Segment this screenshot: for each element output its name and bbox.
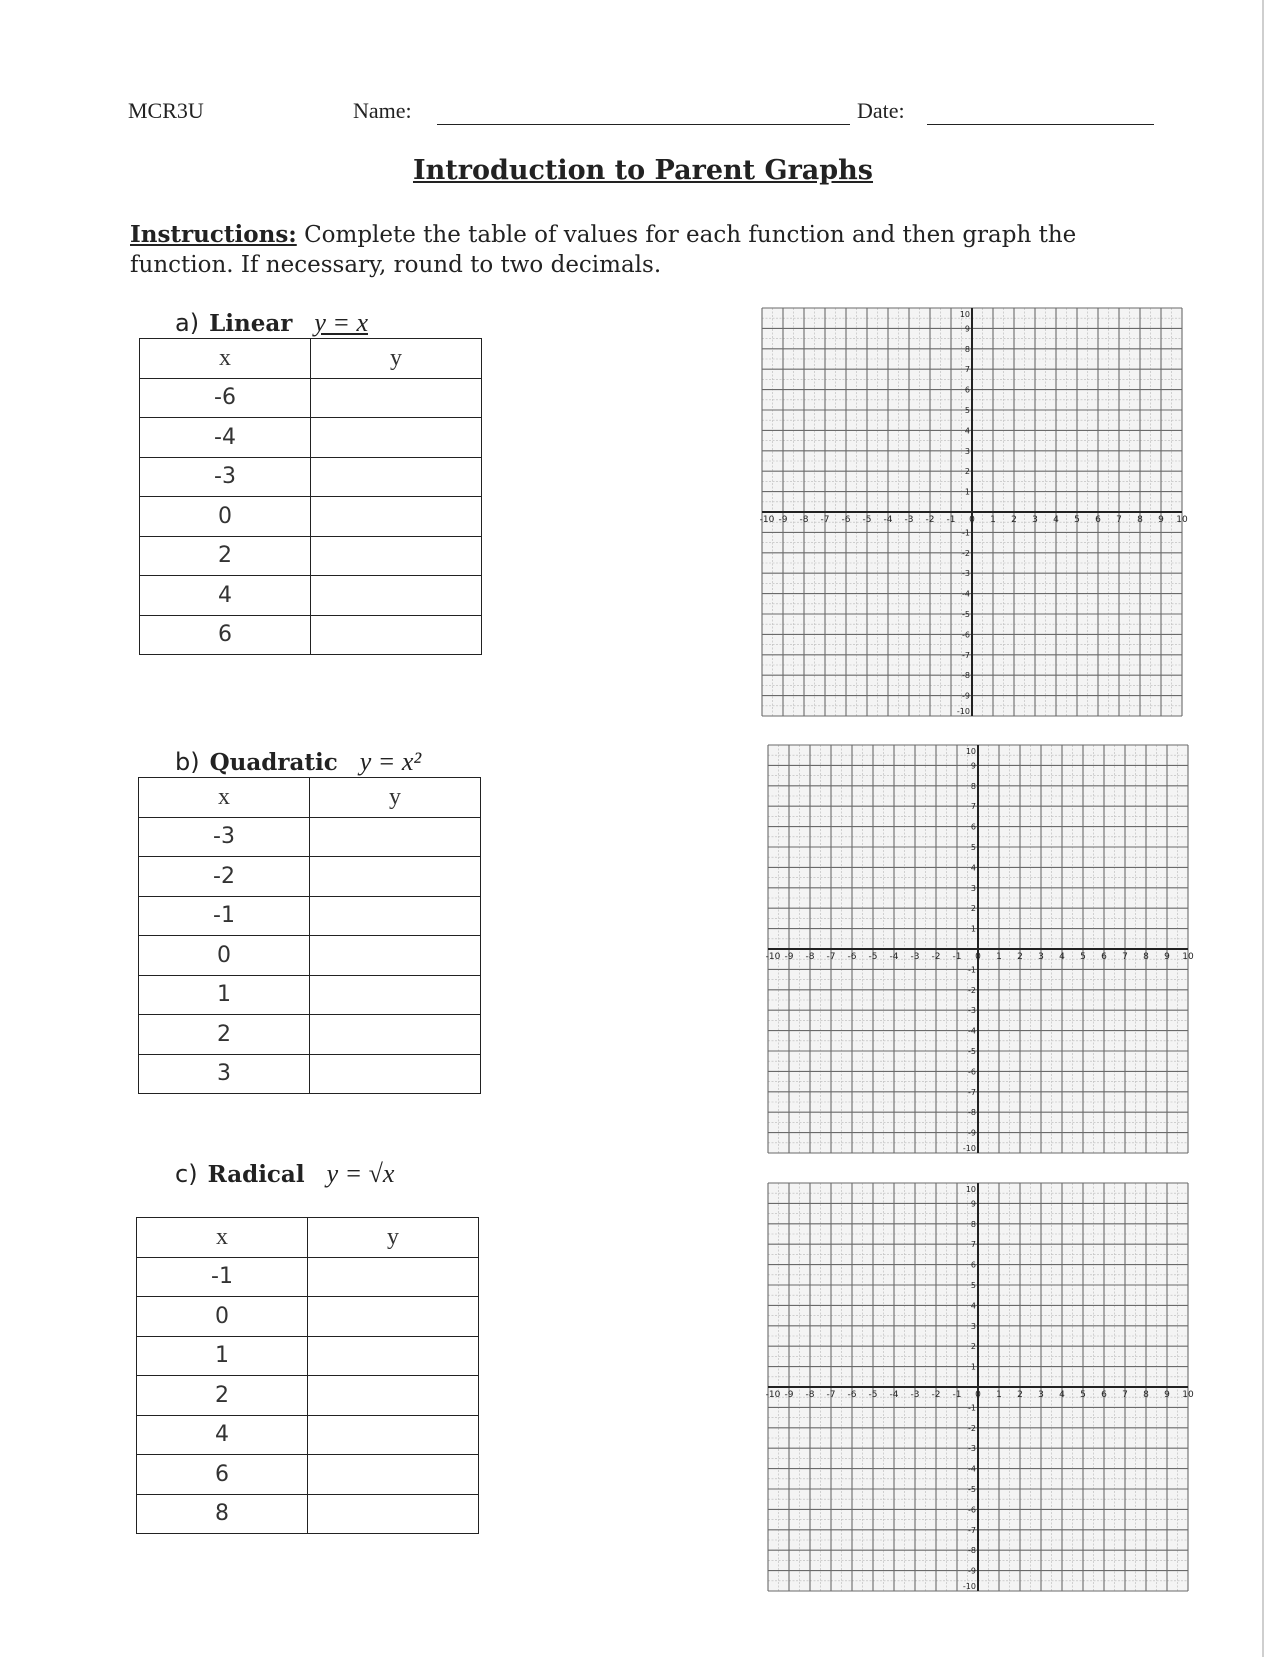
- x-tick-label: 3: [1038, 952, 1044, 962]
- y-input-cell[interactable]: [310, 857, 481, 897]
- x-cell: 1: [137, 1336, 308, 1376]
- section-linear-heading: [175, 308, 368, 338]
- x-tick-label: 10: [1182, 952, 1194, 962]
- x-tick-label: -6: [841, 515, 851, 525]
- x-cell: 2: [139, 1015, 310, 1055]
- x-cell: -1: [139, 896, 310, 936]
- column-header-x: x: [139, 778, 310, 818]
- y-tick-label: 8: [970, 1219, 976, 1229]
- x-tick-label: 6: [1101, 1390, 1107, 1400]
- y-tick-label: -8: [968, 1108, 976, 1118]
- section-name: Quadratic: [209, 749, 338, 776]
- y-tick-label: -9: [962, 691, 970, 701]
- y-tick-label: 10: [965, 1185, 976, 1194]
- x-tick-label: 8: [1137, 515, 1143, 525]
- section-name: Radical: [207, 1161, 305, 1188]
- x-tick-label: 8: [1143, 952, 1149, 962]
- y-tick-label: 7: [970, 802, 976, 812]
- y-tick-label: -2: [968, 985, 976, 995]
- x-tick-label: 6: [1095, 515, 1101, 525]
- x-cell: 0: [137, 1297, 308, 1337]
- x-tick-label: -5: [868, 952, 878, 962]
- y-input-cell[interactable]: [308, 1494, 479, 1534]
- y-input-cell[interactable]: [311, 536, 482, 576]
- date-label: Date:: [857, 98, 905, 123]
- x-cell: 8: [137, 1494, 308, 1534]
- x-tick-label: 0: [969, 515, 975, 525]
- y-input-cell[interactable]: [308, 1336, 479, 1376]
- y-tick-label: 6: [964, 385, 970, 395]
- x-tick-label: 1: [996, 952, 1002, 962]
- linear-table: [139, 338, 482, 655]
- y-input-cell[interactable]: [310, 896, 481, 936]
- x-tick-label: -3: [904, 515, 914, 525]
- column-header-y: y: [310, 778, 481, 818]
- y-tick-label: 7: [964, 365, 970, 375]
- section-tag: c): [175, 1160, 198, 1188]
- x-cell: -3: [140, 457, 311, 497]
- x-tick-label: -9: [778, 515, 788, 525]
- x-tick-label: -7: [820, 515, 830, 525]
- y-input-cell[interactable]: [311, 457, 482, 497]
- y-tick-label: -10: [956, 707, 970, 716]
- y-tick-label: -4: [968, 1026, 976, 1036]
- x-cell: -3: [139, 817, 310, 857]
- x-tick-label: -2: [931, 1390, 941, 1400]
- x-tick-label: 8: [1143, 1390, 1149, 1400]
- x-tick-label: 1: [990, 515, 996, 525]
- x-tick-label: 9: [1164, 952, 1170, 962]
- x-cell: 6: [140, 615, 311, 655]
- y-tick-label: 7: [970, 1240, 976, 1250]
- y-tick-label: 3: [970, 1321, 976, 1331]
- x-cell: -4: [140, 418, 311, 458]
- instructions: [130, 220, 1130, 280]
- x-tick-label: -2: [925, 515, 935, 525]
- y-tick-label: 9: [970, 761, 976, 771]
- date-field[interactable]: [927, 124, 1154, 125]
- x-tick-label: 2: [1011, 515, 1017, 525]
- x-tick-label: 5: [1074, 515, 1080, 525]
- y-tick-label: -7: [968, 1525, 976, 1535]
- y-input-cell[interactable]: [311, 615, 482, 655]
- y-tick-label: 5: [970, 843, 976, 852]
- y-tick-label: 3: [964, 446, 970, 456]
- column-header-x: x: [140, 339, 311, 379]
- x-tick-label: -1: [952, 1390, 962, 1400]
- y-tick-label: -1: [968, 1403, 976, 1413]
- name-field[interactable]: [437, 124, 850, 125]
- y-input-cell[interactable]: [311, 576, 482, 616]
- column-header-x: x: [137, 1218, 308, 1258]
- section-tag: a): [175, 309, 200, 337]
- x-tick-label: -10: [765, 1390, 781, 1400]
- x-tick-label: 3: [1032, 515, 1038, 525]
- y-input-cell[interactable]: [311, 418, 482, 458]
- x-tick-label: 5: [1080, 952, 1086, 962]
- x-tick-label: 9: [1158, 515, 1164, 525]
- x-cell: 4: [137, 1415, 308, 1455]
- instructions-text: Complete the table of values for each function and then graph the function. If necessary, round to two decimals.: [130, 222, 1077, 278]
- x-cell: 1: [139, 975, 310, 1015]
- x-tick-label: 4: [1059, 1390, 1065, 1400]
- x-cell: -2: [139, 857, 310, 897]
- x-tick-label: 7: [1122, 952, 1128, 962]
- x-tick-label: -10: [765, 952, 781, 962]
- linear-graph-grid[interactable]: [759, 308, 1188, 716]
- y-input-cell[interactable]: [311, 497, 482, 537]
- x-tick-label: 9: [1164, 1390, 1170, 1400]
- x-tick-label: -9: [784, 952, 794, 962]
- x-tick-label: -4: [889, 952, 899, 962]
- y-input-cell[interactable]: [308, 1376, 479, 1416]
- x-tick-label: -8: [799, 515, 809, 525]
- x-cell: -1: [137, 1257, 308, 1297]
- y-tick-label: -4: [968, 1464, 976, 1474]
- x-cell: 6: [137, 1455, 308, 1495]
- y-tick-label: -6: [968, 1505, 976, 1515]
- x-tick-label: 3: [1038, 1390, 1044, 1400]
- y-tick-label: -10: [962, 1144, 976, 1153]
- section-function: y = √x: [326, 1159, 395, 1188]
- x-tick-label: -3: [910, 952, 920, 962]
- x-tick-label: -6: [847, 1390, 857, 1400]
- y-tick-label: -6: [968, 1067, 976, 1077]
- y-input-cell[interactable]: [308, 1257, 479, 1297]
- column-header-y: y: [308, 1218, 479, 1258]
- x-tick-label: -6: [847, 952, 857, 962]
- x-tick-label: -7: [826, 1390, 836, 1400]
- y-tick-label: 5: [964, 406, 970, 415]
- y-tick-label: 4: [964, 426, 970, 436]
- y-input-cell[interactable]: [308, 1415, 479, 1455]
- radical-table: [136, 1217, 479, 1534]
- x-tick-label: 7: [1122, 1390, 1128, 1400]
- y-tick-label: -5: [968, 1047, 976, 1056]
- x-cell: -6: [140, 378, 311, 418]
- y-input-cell[interactable]: [308, 1455, 479, 1495]
- y-tick-label: -8: [968, 1546, 976, 1556]
- x-cell: 0: [139, 936, 310, 976]
- y-input-cell[interactable]: [310, 1054, 481, 1094]
- y-tick-label: -5: [962, 610, 970, 619]
- y-tick-label: 4: [970, 863, 976, 873]
- x-tick-label: -1: [952, 952, 962, 962]
- y-tick-label: 8: [970, 781, 976, 791]
- x-tick-label: 7: [1116, 515, 1122, 525]
- y-tick-label: 1: [964, 487, 970, 497]
- column-header-y: y: [311, 339, 482, 379]
- y-tick-label: -9: [968, 1128, 976, 1138]
- y-tick-label: 9: [970, 1199, 976, 1209]
- page-title: Introduction to Parent Graphs: [412, 155, 874, 186]
- y-tick-label: 6: [970, 822, 976, 832]
- y-tick-label: 9: [964, 324, 970, 334]
- y-tick-label: -7: [962, 650, 970, 660]
- y-tick-label: -1: [968, 965, 976, 975]
- y-tick-label: 10: [965, 747, 976, 756]
- y-tick-label: 6: [970, 1260, 976, 1270]
- y-tick-label: -5: [968, 1485, 976, 1494]
- radical-graph-grid[interactable]: [765, 1183, 1194, 1591]
- y-tick-label: -7: [968, 1087, 976, 1097]
- y-input-cell[interactable]: [308, 1297, 479, 1337]
- section-tag: b): [175, 748, 200, 776]
- y-tick-label: -1: [962, 528, 970, 538]
- x-tick-label: 10: [1182, 1390, 1194, 1400]
- x-tick-label: -4: [883, 515, 893, 525]
- y-tick-label: -10: [962, 1582, 976, 1591]
- section-function: y = x²: [359, 747, 422, 776]
- x-tick-label: 2: [1017, 952, 1023, 962]
- section-radical-heading: [175, 1159, 394, 1189]
- x-tick-label: 2: [1017, 1390, 1023, 1400]
- y-tick-label: 5: [970, 1281, 976, 1290]
- name-label: Name:: [353, 98, 412, 123]
- course-code: MCR3U: [128, 98, 204, 123]
- x-cell: 2: [137, 1376, 308, 1416]
- x-tick-label: -8: [805, 952, 815, 962]
- y-tick-label: -3: [968, 1444, 976, 1454]
- x-tick-label: -8: [805, 1390, 815, 1400]
- x-tick-label: -10: [759, 515, 775, 525]
- y-input-cell[interactable]: [310, 936, 481, 976]
- quadratic-table: [138, 777, 481, 1094]
- y-tick-label: 1: [970, 1362, 976, 1372]
- x-tick-label: 0: [975, 1390, 981, 1400]
- x-tick-label: 4: [1059, 952, 1065, 962]
- x-cell: 2: [140, 536, 311, 576]
- y-tick-label: -3: [962, 569, 970, 579]
- x-cell: 3: [139, 1054, 310, 1094]
- y-tick-label: -2: [962, 548, 970, 558]
- y-input-cell[interactable]: [310, 1015, 481, 1055]
- y-tick-label: -9: [968, 1566, 976, 1576]
- x-tick-label: 0: [975, 952, 981, 962]
- y-input-cell[interactable]: [310, 817, 481, 857]
- y-tick-label: 1: [970, 924, 976, 934]
- x-tick-label: -5: [868, 1390, 878, 1400]
- x-tick-label: 4: [1053, 515, 1059, 525]
- y-tick-label: -3: [968, 1006, 976, 1016]
- section-function: y = x: [314, 308, 368, 337]
- y-tick-label: 2: [970, 904, 976, 914]
- y-tick-label: 3: [970, 883, 976, 893]
- y-tick-label: 2: [970, 1342, 976, 1352]
- y-tick-label: 10: [959, 310, 970, 319]
- y-input-cell[interactable]: [310, 975, 481, 1015]
- y-tick-label: -8: [962, 671, 970, 681]
- quadratic-graph-grid[interactable]: [765, 745, 1194, 1153]
- section-quadratic-heading: [175, 747, 421, 777]
- x-tick-label: -4: [889, 1390, 899, 1400]
- x-cell: 0: [140, 497, 311, 537]
- section-name: Linear: [209, 310, 293, 337]
- y-input-cell[interactable]: [311, 378, 482, 418]
- x-tick-label: -3: [910, 1390, 920, 1400]
- x-tick-label: 1: [996, 1390, 1002, 1400]
- x-tick-label: 5: [1080, 1390, 1086, 1400]
- page-edge: [1262, 0, 1264, 1657]
- x-tick-label: 6: [1101, 952, 1107, 962]
- x-tick-label: 10: [1176, 515, 1188, 525]
- y-tick-label: -2: [968, 1423, 976, 1433]
- y-tick-label: 4: [970, 1301, 976, 1311]
- instructions-label: Instructions:: [130, 221, 297, 248]
- x-tick-label: -9: [784, 1390, 794, 1400]
- x-tick-label: -1: [946, 515, 956, 525]
- y-tick-label: -6: [962, 630, 970, 640]
- y-tick-label: 2: [964, 467, 970, 477]
- y-tick-label: -4: [962, 589, 970, 599]
- x-cell: 4: [140, 576, 311, 616]
- y-tick-label: 8: [964, 344, 970, 354]
- x-tick-label: -2: [931, 952, 941, 962]
- x-tick-label: -7: [826, 952, 836, 962]
- x-tick-label: -5: [862, 515, 872, 525]
